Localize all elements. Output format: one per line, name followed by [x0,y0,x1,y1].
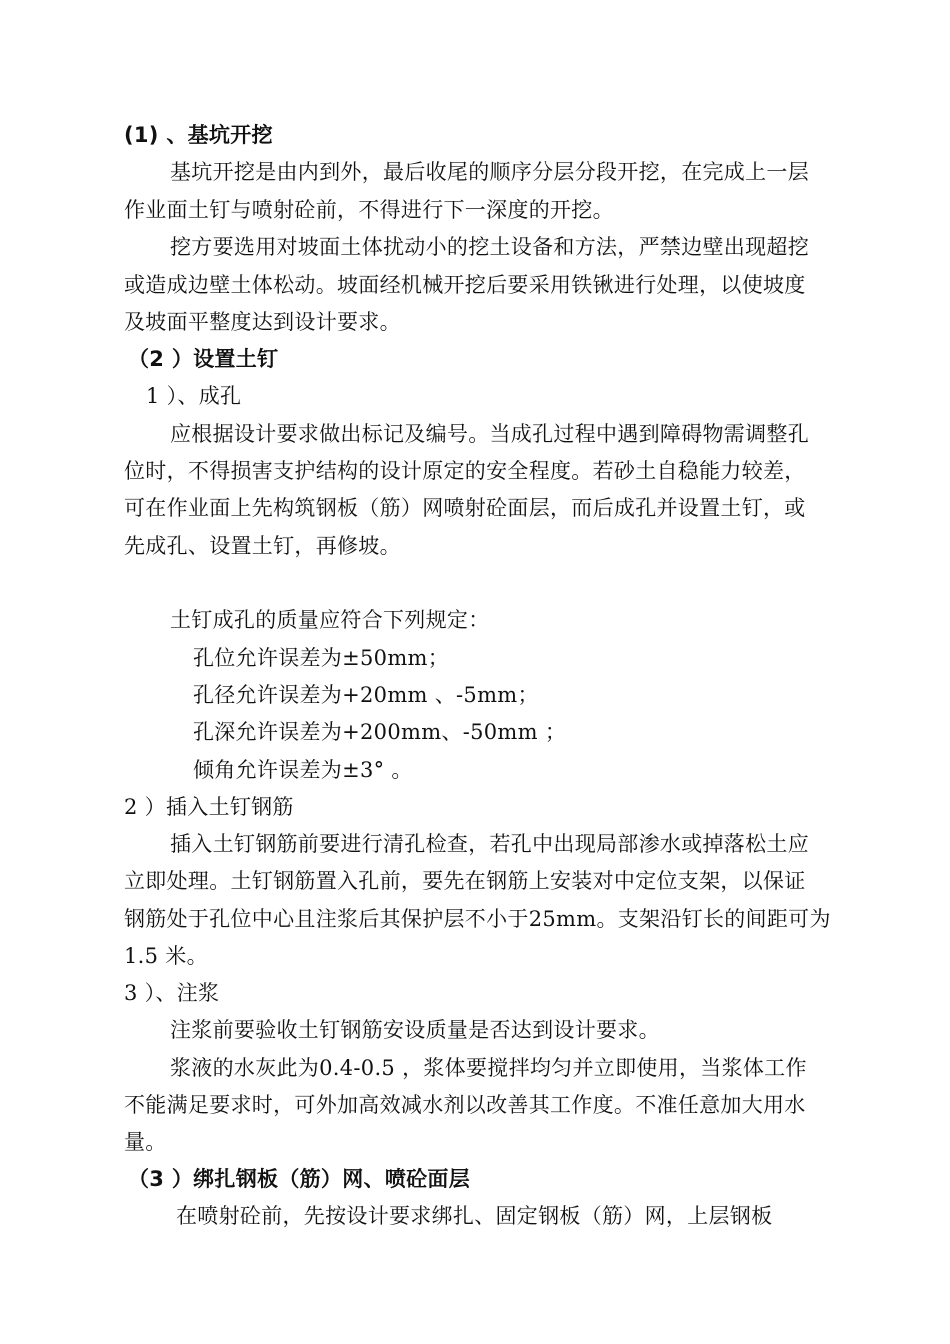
spec-item: 孔深允许误差为+200mm、-50mm ； [193,720,567,744]
subheading-grouting: 3 ）、注浆 [124,981,220,1005]
paragraph-line: 量。 [124,1130,167,1154]
paragraph-line: 基坑开挖是由内到外，最后收尾的顺序分层分段开挖，在完成上一层 [170,160,809,184]
paragraph-line: 及坡面平整度达到设计要求。 [124,310,401,334]
paragraph-line: 位时，不得损害支护结构的设计原定的安全程度。若砂土自稳能力较差， [124,459,806,483]
spec-item: 倾角允许误差为±3° 。 [193,758,413,782]
paragraph-line: 注浆前要验收土钉钢筋安设质量是否达到设计要求。 [170,1018,660,1042]
paragraph-line: 可在作业面上先构筑钢板（筋）网喷射砼面层，而后成孔并设置土钉，或 [124,496,806,520]
paragraph-line: 土钉成孔的质量应符合下列规定： [170,608,490,632]
subheading-hole-forming: 1 ）、成孔 [146,384,242,408]
paragraph-line: 挖方要选用对坡面土体扰动小的挖土设备和方法，严禁边壁出现超挖 [170,235,809,259]
paragraph-line: 插入土钉钢筋前要进行清孔检查，若孔中出现局部渗水或掉落松土应 [170,832,809,856]
subheading-insert-rebar: 2 ）插入土钉钢筋 [124,795,294,819]
heading-3-mesh-shotcrete: （3 ）绑扎钢板（筋）网、喷砼面层 [128,1167,471,1191]
spec-item: 孔位允许误差为±50mm； [193,646,450,670]
heading-2-soil-nail: （2 ）设置土钉 [128,347,279,371]
paragraph-line: 先成孔、设置土钉，再修坡。 [124,534,401,558]
paragraph-line: 浆液的水灰此为0.4-0.5 ，浆体要搅拌均匀并立即使用，当浆体工作 [170,1056,807,1080]
paragraph-line: 应根据设计要求做出标记及编号。当成孔过程中遇到障碍物需调整孔 [170,422,809,446]
paragraph-line: 钢筋处于孔位中心且注浆后其保护层不小于25mm。支架沿钉长的间距可为 [124,907,831,931]
spec-item: 孔径允许误差为+20mm 、-5mm； [193,683,539,707]
paragraph-line: 不能满足要求时，可外加高效减水剂以改善其工作度。不准任意加大用水 [124,1093,806,1117]
paragraph-line: 或造成边壁土体松动。坡面经机械开挖后要采用铁锹进行处理，以使坡度 [124,273,806,297]
paragraph-line: 1.5 米。 [124,944,208,968]
paragraph-line: 在喷射砼前，先按设计要求绑扎、固定钢板（筋）网，上层钢板 [176,1204,773,1228]
paragraph-line: 立即处理。土钉钢筋置入孔前，要先在钢筋上安装对中定位支架，以保证 [124,869,806,893]
paragraph-line: 作业面土钉与喷射砼前，不得进行下一深度的开挖。 [124,198,614,222]
heading-1-excavation: (1) 、基坑开挖 [124,123,273,147]
